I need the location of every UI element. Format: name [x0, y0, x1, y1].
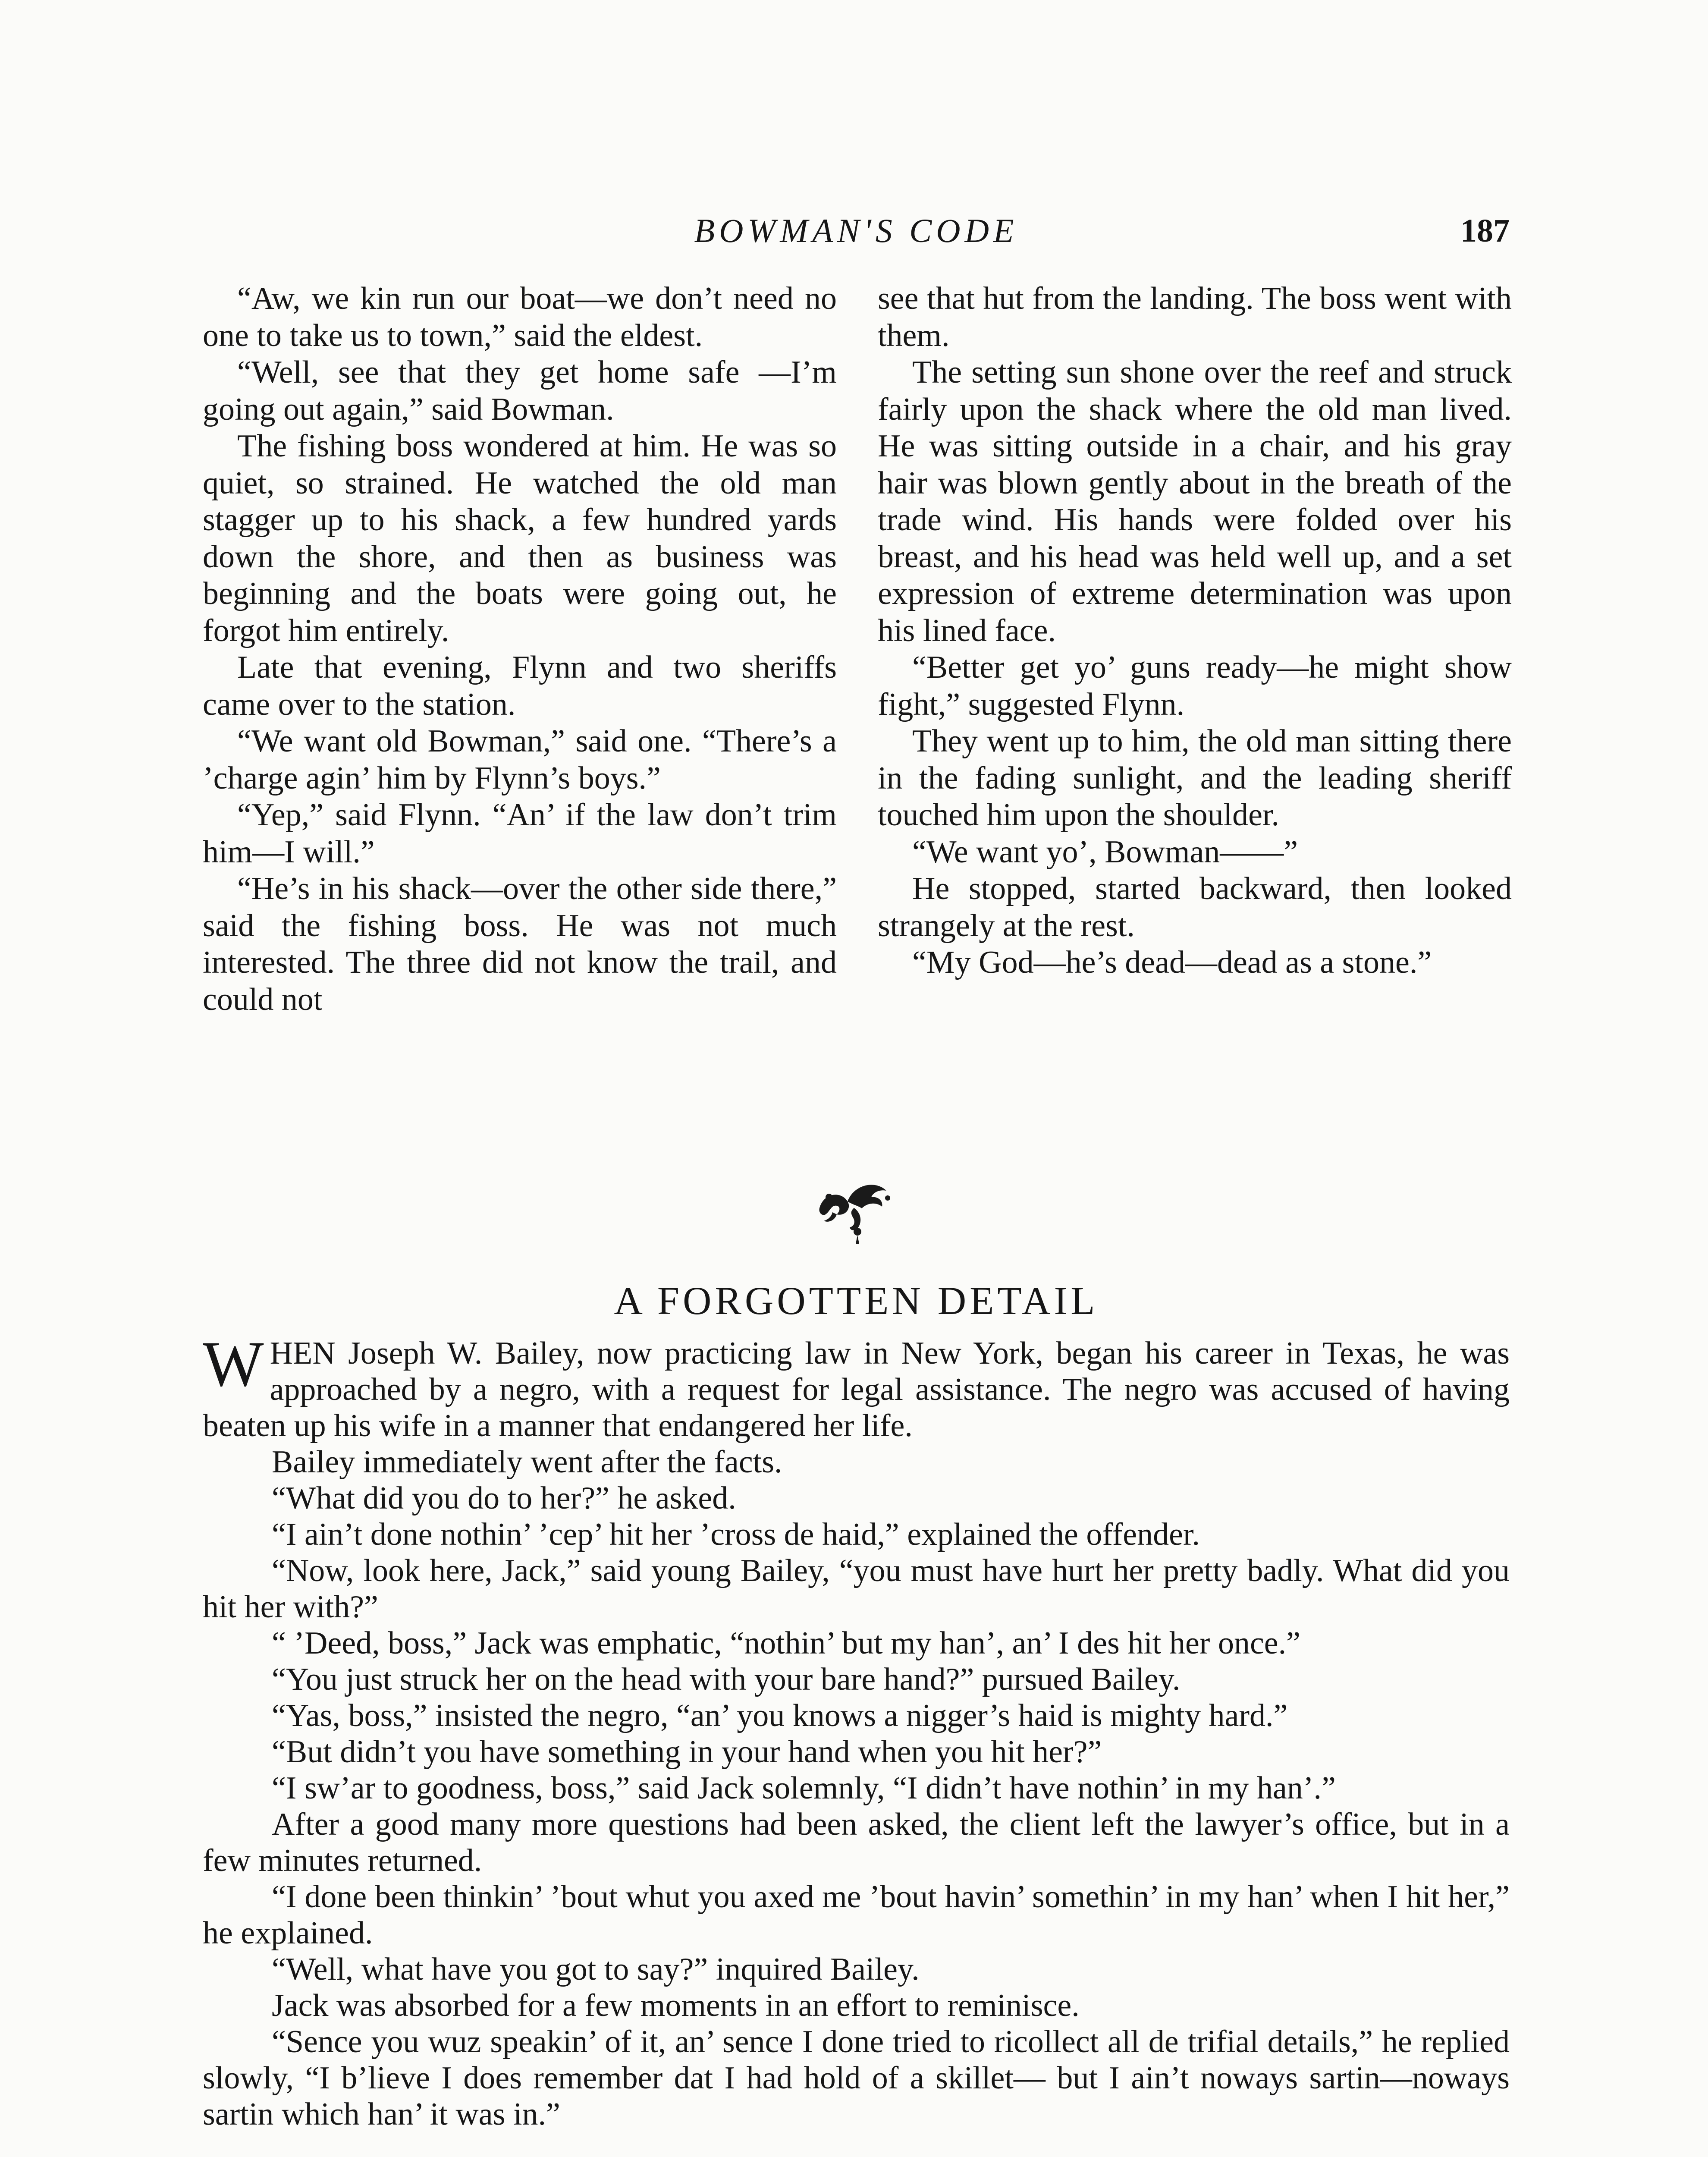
paragraph: After a good many more questions had been asked, the client left the lawyer’s office, but in a few minutes returned.	[203, 1807, 1510, 1878]
paragraph: “Sence you wuz speakin’ of it, an’ sence I done tried to ricollect all de trifial details,” he replied slowly, “I b’lieve I does remember dat I had hold of a skillet— but I ain’t noways sartin—noways sartin which han’ it was in.”	[203, 2024, 1510, 2132]
paragraph: “Well, what have you got to say?” inquired Bailey.	[272, 1952, 920, 1987]
paragraph: He stopped, started backward, then looked strangely at the rest.	[878, 871, 1512, 943]
paragraph: “Better get yo’ guns ready—he might show fight,” suggested Flynn.	[878, 650, 1512, 722]
lead-text: HEN Joseph W. Bailey, now practicing law in New York, began his career in Texas, he was approached by a negro, with a request for legal assistance. The negro was accused of having beaten up his wife in a manner that endangered her life.	[203, 1336, 1510, 1443]
running-title: BOWMAN'S CODE	[694, 212, 1018, 249]
paragraph: “Now, look here, Jack,” said young Bailey, “you must have hurt her pretty badly. What did you hit her with?”	[203, 1553, 1510, 1625]
paragraph: “My God—he’s dead—dead as a stone.”	[912, 945, 1432, 980]
right-column	[878, 280, 1512, 981]
paragraph: “I sw’ar to goodness, boss,” said Jack solemnly, “I didn’t have nothin’ in my han’.”	[272, 1770, 1336, 1806]
paragraph: “I ain’t done nothin’ ’cep’ hit her ’cross de haid,” explained the offender.	[272, 1517, 1200, 1552]
paragraph: “Well, see that they get home safe —I’m going out again,” said Bowman.	[203, 355, 837, 427]
paragraph: “He’s in his shack—over the other side there,” said the fishing boss. He was not much interested. The three did not know the trail, and could not	[203, 871, 837, 1017]
paragraph: “ ’Deed, boss,” Jack was emphatic, “nothin’ but my han’, an’ I des hit her once.”	[272, 1626, 1300, 1661]
story-title: A FORGOTTEN DETAIL	[614, 1279, 1099, 1323]
paragraph: Late that evening, Flynn and two sheriffs came over to the station.	[203, 650, 837, 722]
paragraph: “Yas, boss,” insisted the negro, “an’ you knows a nigger’s haid is mighty hard.”	[272, 1698, 1288, 1733]
paragraph: “We want yo’, Bowman——”	[912, 834, 1298, 870]
page-number: 187	[1460, 213, 1510, 249]
paragraph: “But didn’t you have something in your hand when you hit her?”	[272, 1734, 1102, 1770]
drop-cap: W	[203, 1328, 264, 1400]
paragraph: “What did you do to her?” he asked.	[272, 1481, 736, 1516]
floral-ornament-icon	[811, 1167, 897, 1245]
paragraph: The setting sun shone over the reef and struck fairly upon the shack where the old man lived. He was sitting outside in a chair, and his gray hair was blown gently about in the breath of the trade wind. His hands were folded over his breast, and his head was held well up, and a set expression of extreme determination was upon his lined face.	[878, 355, 1512, 648]
paragraph: Jack was absorbed for a few moments in an effort to reminisce.	[272, 1988, 1080, 2023]
paragraph: Bailey immediately went after the facts.	[272, 1444, 782, 1480]
paragraph-continued: see that hut from the landing. The boss went with them.	[878, 281, 1512, 353]
paragraph: “Yep,” said Flynn. “An’ if the law don’t trim him—I will.”	[203, 797, 837, 870]
paragraph: “We want old Bowman,” said one. “There’s a ’charge agin’ him by Flynn’s boys.”	[203, 723, 837, 796]
paragraph: They went up to him, the old man sitting there in the fading sunlight, and the leading sheriff touched him upon the shoulder.	[878, 723, 1512, 833]
page-header	[203, 207, 1510, 259]
paragraph: “You just struck her on the head with your bare hand?” pursued Bailey.	[272, 1662, 1181, 1697]
paragraph: “I done been thinkin’ ’bout whut you axed me ’bout havin’ somethin’ in my han’ when I hit her,” he explained.	[203, 1879, 1510, 1951]
story-body	[203, 1328, 1510, 2132]
lead-paragraph	[203, 1328, 1510, 1444]
paragraph: “Aw, we kin run our boat—we don’t need no one to take us to town,” said the eldest.	[203, 281, 837, 353]
paragraph: The fishing boss wondered at him. He was so quiet, so strained. He watched the old man stagger up to his shack, a few hundred yards down the shore, and then as business was beginning and the boats were going out, he forgot him entirely.	[203, 428, 837, 648]
left-column	[203, 280, 837, 1018]
